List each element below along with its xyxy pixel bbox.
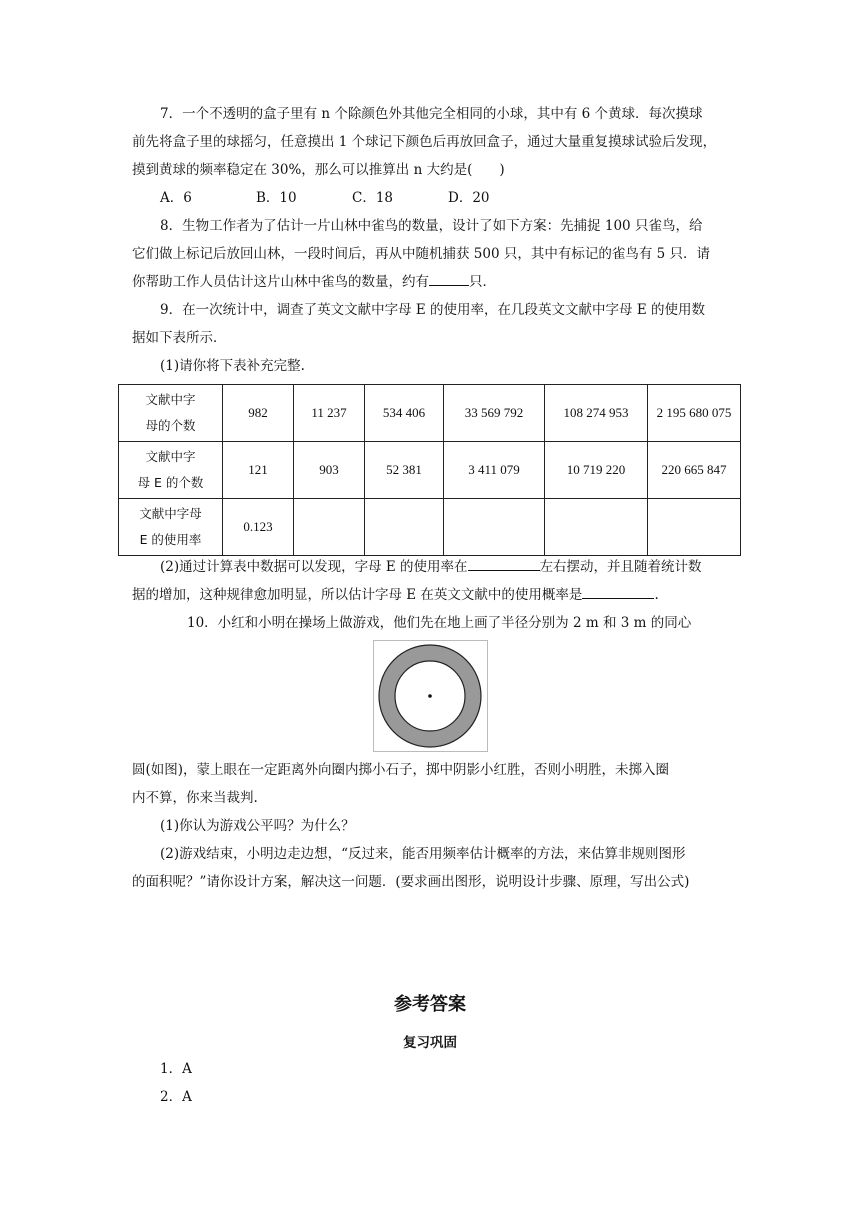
- q9-part2-text-end: 左右摆动，并且随着统计数: [539, 559, 702, 575]
- answer-item: 1．A: [160, 1061, 192, 1077]
- q8-line3: [132, 268, 732, 296]
- letter-e-table: [118, 384, 741, 556]
- q8-answer-blank[interactable]: [429, 271, 469, 286]
- q7-option-b: B．10: [256, 190, 297, 206]
- q7-option-c: C．18: [352, 190, 394, 206]
- concentric-circles-figure: [373, 640, 488, 752]
- table-cell: 982: [223, 385, 294, 442]
- q9-part2-text: (2)通过计算表中数据可以发现，字母 E 的使用率在: [160, 559, 468, 575]
- row-header-line: 母 E 的个数: [137, 475, 204, 490]
- table-cell: 10 719 220: [545, 442, 648, 499]
- q8-line3-end: 只．: [469, 274, 496, 290]
- q7-options: [160, 184, 760, 212]
- table-row-letters: [119, 385, 741, 442]
- row-header: [119, 499, 223, 556]
- table-row-e-counts: [119, 442, 741, 499]
- table-cell: 11 237: [294, 385, 365, 442]
- table-cell-blank[interactable]: [294, 499, 365, 556]
- q7-line1: 7．一个不透明的盒子里有 n 个除颜色外其他完全相同的小球，其中有 6 个黄球．每次摸球: [160, 106, 703, 122]
- q8-line1: 8．生物工作者为了估计一片山林中雀鸟的数量，设计了如下方案：先捕捉 100 只雀鸟，给: [160, 218, 703, 234]
- concentric-circles-diagram: [374, 641, 487, 751]
- q7-line3: 摸到黄球的频率稳定在 30%，那么可以推算出 n 大约是( ): [132, 162, 505, 178]
- answers-title: 参考答案: [394, 994, 466, 1015]
- q9-part2-text2: 据的增加，这种规律愈加明显，所以估计字母 E 在英文文献中的使用概率是: [132, 587, 583, 603]
- q9-part2-line2: [132, 581, 732, 609]
- q10-line2: 圆(如图)，蒙上眼在一定距离外向圈内掷小石子，掷中阴影小红胜，否则小明胜，未掷入圈: [132, 762, 670, 778]
- table-cell: 121: [223, 442, 294, 499]
- table-cell: 33 569 792: [444, 385, 545, 442]
- table-cell: 903: [294, 442, 365, 499]
- table-cell: 220 665 847: [648, 442, 741, 499]
- q9-probability-blank[interactable]: [582, 584, 654, 599]
- q9-part1: (1)请你将下表补充完整.: [160, 358, 305, 374]
- row-header-line: 文献中字: [145, 392, 196, 407]
- row-header-line: 文献中字母: [139, 506, 202, 521]
- q10-part2-line1: (2)游戏结束，小明边走边想，“反过来，能否用频率估计概率的方法，来估算非规则图形: [160, 846, 686, 862]
- q9-part2-line1: [132, 553, 732, 581]
- table-cell: 52 381: [365, 442, 444, 499]
- q7-line2: 前先将盒子里的球摇匀，任意摸出 1 个球记下颜色后再放回盒子，通过大量重复摸球试验后发现，: [132, 134, 717, 150]
- answers-subtitle: 复习巩固: [403, 1035, 457, 1051]
- q10-part2-line2: 的面积呢？”请你设计方案，解决这一问题．(要求画出图形，说明设计步骤、原理，写出公式): [132, 874, 690, 890]
- q10-part1: (1)你认为游戏公平吗？为什么？: [160, 818, 355, 834]
- table-cell-blank[interactable]: [365, 499, 444, 556]
- row-header-line: E 的使用率: [139, 532, 202, 547]
- table-cell-blank[interactable]: [444, 499, 545, 556]
- q10-line1: 10．小红和小明在操场上做游戏，他们先在地上画了半径分别为 2 m 和 3 m 的同心: [187, 615, 692, 631]
- row-header: [119, 385, 223, 442]
- q9-rate-blank[interactable]: [468, 556, 540, 571]
- row-header-line: 文献中字: [145, 449, 196, 464]
- q7-option-d: D．20: [448, 190, 490, 206]
- q8-line2: 它们做上标记后放回山林，一段时间后，再从中随机捕获 500 只，其中有标记的雀鸟有 5 只．请: [132, 246, 711, 262]
- q8-line3-text: 你帮助工作人员估计这片山林中雀鸟的数量，约有: [132, 274, 429, 290]
- table-row-rates: [119, 499, 741, 556]
- table-cell-blank[interactable]: [545, 499, 648, 556]
- table-cell: 534 406: [365, 385, 444, 442]
- answer-item: 2．A: [160, 1089, 192, 1105]
- row-header: [119, 442, 223, 499]
- table-cell-blank[interactable]: [648, 499, 741, 556]
- table-cell: 2 195 680 075: [648, 385, 741, 442]
- q7-option-a: A．6: [160, 190, 192, 206]
- table-cell: 108 274 953: [545, 385, 648, 442]
- q9-line2: 据如下表所示．: [132, 330, 227, 346]
- table-cell: 3 411 079: [444, 442, 545, 499]
- table-cell: 0.123: [223, 499, 294, 556]
- q9-line1: 9．在一次统计中，调查了英文文献中字母 E 的使用率，在几段英文文献中字母 E 的使用数: [160, 302, 705, 318]
- q10-line3: 内不算，你来当裁判.: [132, 790, 258, 806]
- q9-part2-text2-end: .: [654, 587, 659, 603]
- row-header-line: 母的个数: [145, 418, 196, 433]
- center-point: [428, 694, 432, 698]
